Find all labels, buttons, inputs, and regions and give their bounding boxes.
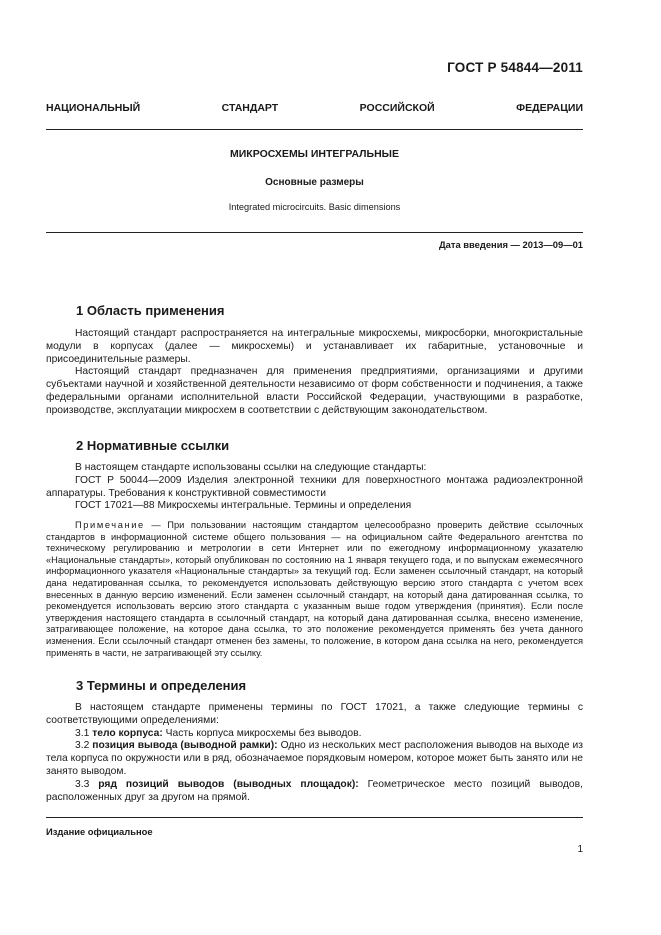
term-3-3 — [46, 779, 583, 805]
document-subtitle: Основные размеры — [265, 177, 364, 188]
term-number: 3.3 — [75, 778, 99, 790]
note-label: Примечание — [75, 520, 145, 530]
section-2-heading: 2 Нормативные ссылки — [76, 438, 230, 453]
reference-gost-17021: ГОСТ 17021—88 Микросхемы интегральные. Термины и определения — [75, 500, 412, 512]
document-number: ГОСТ Р 54844—2011 — [447, 60, 583, 75]
term-definition: Часть корпуса микросхемы без выводов. — [162, 727, 362, 739]
section-1-paragraph: Настоящий стандарт распространяется на интегральные микросхемы, микросборки, многокристальные модули в корпусах (далее — микросхемы) и устанавливает их габаритные, установочные и присоединительные размеры. — [46, 328, 583, 365]
term-name: тело корпуса: — [92, 727, 163, 739]
section-3-body — [46, 702, 583, 804]
title-rule — [46, 232, 583, 233]
term-number: 3.1 — [75, 727, 93, 739]
document-title: МИКРОСХЕМЫ ИНТЕГРАЛЬНЫЕ — [230, 148, 399, 160]
term-definition: Геометрическое место позиций выводов, расположенных друг за другом на прямой. — [46, 778, 583, 803]
term-definition: Одно из нескольких мест расположения выводов на выходе из тела корпуса по окружности или в ряд, обозначаемое порядковым номером, которое может быть занято или не занято выводом. — [46, 740, 583, 777]
term-name: позиция вывода (выводной рамки): — [92, 740, 278, 752]
reference-gost-50044: ГОСТ Р 50044—2009 Изделия электронной техники для поверхностного монтажа радиоэлектронной аппаратуры. Требования к конструктивной совместимости — [46, 474, 583, 499]
section-1-paragraph: Настоящий стандарт предназначен для применения предприятиями, организациями и другими субъектами научной и хозяйственной деятельности независимо от форм собственности и подчинения, а также федеральными органами исполнительной власти Российской Федерации, участвующими в разработке, производстве, эксплуатации микросхем в соответствии с действующим законодательством. — [46, 366, 583, 416]
section-3-heading: 3 Термины и определения — [76, 678, 247, 693]
term-number: 3.2 — [75, 740, 93, 752]
term-3-2 — [46, 740, 583, 778]
header-rule — [46, 129, 583, 130]
official-edition-label: Издание официальное — [46, 826, 153, 837]
term-name: ряд позиций выводов (выводных площадок): — [98, 778, 359, 790]
section-2-body — [46, 462, 583, 513]
term-3-1 — [46, 728, 583, 741]
note-text: — При пользовании настоящим стандартом целесообразно проверить действие ссылочных стандартов в информационной системе общего пользования — на официальном сайте Федерального агентства по техническому регулированию и метрологии в сети Интернет или по ежегодному информационному указателю «Национальные стандарты», который опубликован по состоянию на 1 января текущего года, и по выпускам ежемесячного информационного указателя «Национальные стандарты» за текущий год. Если заменен ссылочный стандарт, на который дана недатированная ссылка, то рекомендуется использовать действующую версию этого стандарта с учетом всех внесенных в данную версию изменений. Если заменен ссылочный стандарт, на который дана датированная ссылка, то рекомендуется использовать версию этого стандарта с указанным выше годом утверждения (принятия). Если после утверждения настоящего стандарта в ссылочный стандарт, на который дана датированная ссылка, внесено изменение, затрагивающее положение, на которое дана ссылка, то это положение рекомендуется применять без учета данного изменения. Если ссылочный стандарт отменен без замены, то положение, в котором дана ссылка на него, рекомендуется применять в части, не затрагивающей эту ссылку. — [46, 520, 583, 658]
section-2-paragraph: В настоящем стандарте использованы ссылки на следующие стандарты: — [75, 462, 427, 473]
page-number: 1 — [577, 844, 583, 855]
section-1-body — [46, 328, 583, 418]
section-1-heading: 1 Область применения — [76, 303, 225, 318]
note-block — [46, 520, 583, 659]
introduction-date: Дата введения — 2013—09—01 — [438, 239, 583, 250]
footer-rule — [46, 817, 583, 818]
national-standard-heading: НАЦИОНАЛЬНЫЙ СТАНДАРТ РОССИЙСКОЙ ФЕДЕРАЦИИ — [46, 102, 583, 114]
note-paragraph — [46, 520, 583, 659]
english-title: Integrated microcircuits. Basic dimensions — [228, 202, 401, 212]
section-3-paragraph: В настоящем стандарте применены термины по ГОСТ 17021, а также следующие термины с соответствующими определениями: — [46, 702, 583, 726]
